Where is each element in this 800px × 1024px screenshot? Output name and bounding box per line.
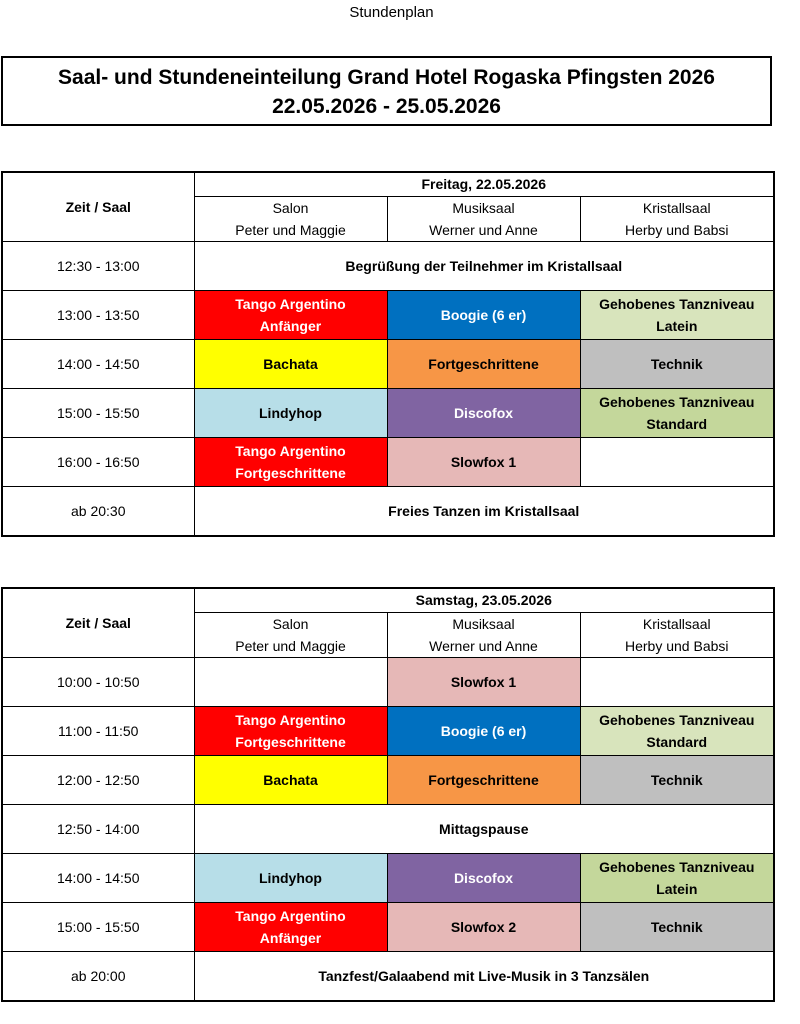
table-row — [2, 902, 774, 951]
class-cell-kristallsaal: Gehobenes Tanzniveau Latein — [580, 853, 774, 902]
time-cell: 10:00 - 10:50 — [2, 657, 194, 706]
time-cell: 12:30 - 13:00 — [2, 241, 194, 290]
class-cell-musiksaal: Fortgeschrittene — [387, 755, 580, 804]
title-line-1: Saal- und Stundeneinteilung Grand Hotel Rogaska Pfingsten 2026 — [58, 66, 715, 89]
table-row — [2, 657, 774, 706]
class-cell-salon: Bachata — [194, 339, 387, 388]
class-cell-kristallsaal: Technik — [580, 755, 774, 804]
time-cell: 14:00 - 14:50 — [2, 853, 194, 902]
class-cell-musiksaal: Boogie (6 er) — [387, 290, 580, 339]
class-cell-musiksaal: Fortgeschrittene — [387, 339, 580, 388]
table-row — [2, 706, 774, 755]
time-cell: ab 20:30 — [2, 486, 194, 536]
title-box — [1, 56, 772, 126]
table-row — [2, 486, 774, 536]
table-row — [2, 853, 774, 902]
room-header-kristallsaal: Kristallsaal Herby und Babsi — [580, 196, 774, 241]
table-row — [2, 437, 774, 486]
event-cell: Mittagspause — [194, 804, 774, 853]
time-cell: ab 20:00 — [2, 951, 194, 1001]
table-row — [2, 339, 774, 388]
day-header: Samstag, 23.05.2026 — [194, 588, 774, 612]
class-cell-musiksaal: Slowfox 2 — [387, 902, 580, 951]
room-header-musiksaal: Musiksaal Werner und Anne — [387, 196, 580, 241]
page-header: Stundenplan — [349, 4, 434, 21]
time-cell: 12:00 - 12:50 — [2, 755, 194, 804]
class-cell-kristallsaal: Technik — [580, 902, 774, 951]
class-cell-salon: Lindyhop — [194, 853, 387, 902]
zeit-saal-header: Zeit / Saal — [2, 588, 194, 657]
class-cell-salon: Tango Argentino Anfänger — [194, 902, 387, 951]
class-cell-musiksaal: Discofox — [387, 388, 580, 437]
table-row — [2, 241, 774, 290]
table-row — [2, 951, 774, 1001]
event-cell: Freies Tanzen im Kristallsaal — [194, 486, 774, 536]
class-cell-musiksaal: Slowfox 1 — [387, 437, 580, 486]
table-row — [2, 804, 774, 853]
title-line-2: 22.05.2026 - 25.05.2026 — [272, 95, 501, 118]
class-cell-musiksaal: Boogie (6 er) — [387, 706, 580, 755]
time-cell: 11:00 - 11:50 — [2, 706, 194, 755]
class-cell-kristallsaal: Technik — [580, 339, 774, 388]
room-header-salon: Salon Peter und Maggie — [194, 612, 387, 657]
time-cell: 15:00 - 15:50 — [2, 902, 194, 951]
zeit-saal-header: Zeit / Saal — [2, 172, 194, 241]
class-cell-salon — [194, 657, 387, 706]
class-cell-salon: Bachata — [194, 755, 387, 804]
event-cell: Tanzfest/Galaabend mit Live-Musik in 3 Tanzsälen — [194, 951, 774, 1001]
class-cell-musiksaal: Slowfox 1 — [387, 657, 580, 706]
class-cell-musiksaal: Discofox — [387, 853, 580, 902]
class-cell-kristallsaal: Gehobenes Tanzniveau Standard — [580, 706, 774, 755]
time-cell: 12:50 - 14:00 — [2, 804, 194, 853]
class-cell-kristallsaal: Gehobenes Tanzniveau Latein — [580, 290, 774, 339]
class-cell-salon: Tango Argentino Fortgeschrittene — [194, 706, 387, 755]
room-header-salon: Salon Peter und Maggie — [194, 196, 387, 241]
time-cell: 16:00 - 16:50 — [2, 437, 194, 486]
class-cell-salon: Lindyhop — [194, 388, 387, 437]
friday-schedule-table — [1, 171, 775, 537]
day-header: Freitag, 22.05.2026 — [194, 172, 774, 196]
time-cell: 14:00 - 14:50 — [2, 339, 194, 388]
time-cell: 13:00 - 13:50 — [2, 290, 194, 339]
class-cell-salon: Tango Argentino Fortgeschrittene — [194, 437, 387, 486]
class-cell-kristallsaal — [580, 657, 774, 706]
table-row — [2, 755, 774, 804]
event-cell: Begrüßung der Teilnehmer im Kristallsaal — [194, 241, 774, 290]
room-header-musiksaal: Musiksaal Werner und Anne — [387, 612, 580, 657]
class-cell-kristallsaal — [580, 437, 774, 486]
table-row — [2, 388, 774, 437]
time-cell: 15:00 - 15:50 — [2, 388, 194, 437]
room-header-kristallsaal: Kristallsaal Herby und Babsi — [580, 612, 774, 657]
table-row — [2, 290, 774, 339]
class-cell-kristallsaal: Gehobenes Tanzniveau Standard — [580, 388, 774, 437]
saturday-schedule-table — [1, 587, 775, 1002]
class-cell-salon: Tango Argentino Anfänger — [194, 290, 387, 339]
